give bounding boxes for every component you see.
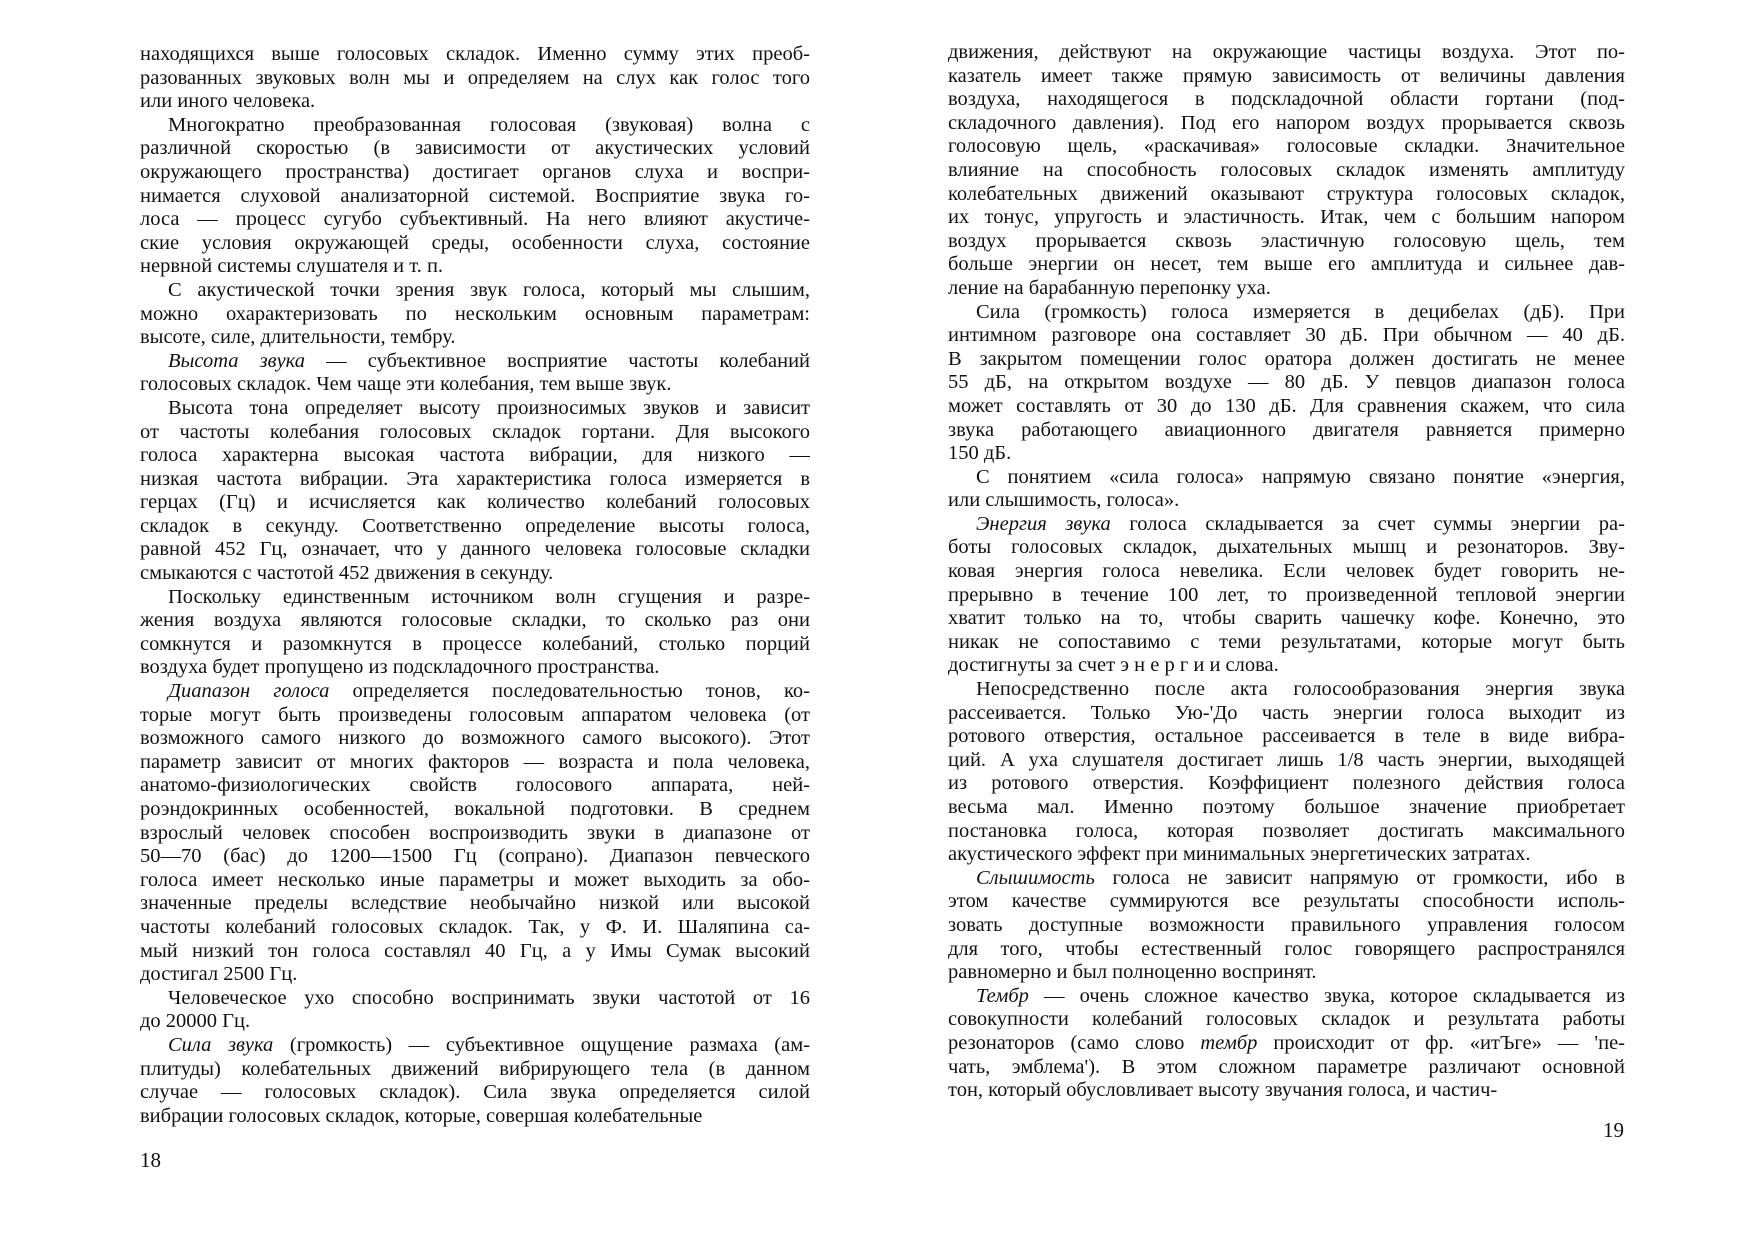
text-line: [948, 324, 1625, 348]
italic-term: Тембр: [976, 984, 1029, 1007]
text-line: [140, 1081, 810, 1105]
text-line: [140, 326, 810, 350]
text-segment: высоте, силе, длительности, тембру.: [140, 326, 456, 349]
text-segment: достигнуты за счет э н е р г и и слова.: [948, 654, 1279, 677]
text-segment: 50—70 (бас) до 1200—1500 Гц (сопрано). Диапазон певческого: [140, 845, 810, 868]
text-segment: — очень сложное качество звука, которое складывается из: [1028, 984, 1625, 1007]
text-line: [140, 255, 810, 279]
text-line: [140, 161, 810, 185]
text-line: [948, 1056, 1625, 1080]
text-segment: прерывно в течение 100 лет, то произведенной тепловой энергии: [948, 583, 1625, 606]
text-line: [140, 67, 810, 91]
text-segment: воздуха, находящегося в подскладочной области гортани (под-: [948, 88, 1625, 111]
text-segment: этом качестве суммируются все результаты способности исполь-: [948, 890, 1625, 913]
right-page-text: [948, 41, 1625, 1103]
text-segment: частоты колебаний голосовых складок. Так, у Ф. И. Шаляпина са-: [140, 915, 810, 938]
text-line: [140, 43, 810, 67]
text-segment: — субъективное восприятие частоты колебаний: [305, 349, 810, 372]
italic-term: тембр: [1200, 1031, 1258, 1054]
text-line: [140, 373, 810, 397]
text-line: [140, 704, 810, 728]
text-segment: Многократно преобразованная голосовая (звуковая) волна с: [168, 113, 810, 136]
text-line: [948, 749, 1625, 773]
text-segment: анатомо-физиологических свойств голосового аппарата, ней-: [140, 774, 810, 797]
text-segment: вибрации голосовых складок, которые, совершая колебательные: [140, 1104, 703, 1127]
text-segment: движения, действуют на окружающие частицы воздуха. Этот по-: [948, 41, 1625, 63]
text-segment: их тонус, упругость и эластичность. Итак, чем с большим напором: [948, 206, 1625, 229]
text-line: [948, 371, 1625, 395]
text-segment: может составлять от 30 до 130 дБ. Для сравнения скажем, что сила: [948, 394, 1625, 417]
text-segment: ковая энергия голоса невелика. Если человек будет говорить не-: [948, 560, 1625, 583]
text-segment: сомкнутся и разомкнутся в процессе колебаний, столько порций: [140, 632, 810, 655]
text-segment: равномерно и был полноценно воспринят.: [948, 961, 1317, 984]
text-segment: плитуды) колебательных движений вибрирующего тела (в данном: [140, 1057, 810, 1080]
text-line: [948, 1032, 1625, 1056]
text-segment: интимном разговоре она составляет 30 дБ. При обычном — 40 дБ.: [948, 324, 1625, 347]
text-line: [948, 914, 1625, 938]
text-segment: герцах (Гц) и исчисляется как количество колебаний голосовых: [140, 491, 810, 514]
text-line: [948, 796, 1625, 820]
text-line: [140, 798, 810, 822]
text-segment: голосовую щель, «раскачивая» голосовые складки. Значительное: [948, 135, 1625, 158]
text-line: [140, 727, 810, 751]
text-line: [948, 41, 1625, 65]
text-segment: воздух прорывается сквозь эластичную голосовую щель, тем: [948, 229, 1625, 252]
text-line: [948, 183, 1625, 207]
text-line: [140, 208, 810, 232]
text-line: [948, 890, 1625, 914]
text-line: [948, 938, 1625, 962]
text-line: [948, 395, 1625, 419]
text-line: [140, 232, 810, 256]
text-line: [948, 1008, 1625, 1032]
text-segment: Сила (громкость) голоса измеряется в децибелах (дБ). При: [976, 300, 1625, 323]
text-line: [140, 1058, 810, 1082]
text-line: [948, 654, 1625, 678]
text-segment: голоса складывается за счет суммы энергии ра-: [1110, 512, 1625, 535]
text-segment: смыкаются с частотой 452 движения в секунду.: [140, 562, 554, 585]
text-line: [948, 843, 1625, 867]
text-segment: казатель имеет также прямую зависимость от величины давления: [948, 64, 1625, 87]
text-line: [948, 65, 1625, 89]
text-line: [948, 867, 1625, 891]
text-line: [948, 489, 1625, 513]
text-segment: весьма мал. Именно поэтому большое значение приобретает: [948, 796, 1625, 818]
text-segment: зовать доступные возможности правильного управления голосом: [948, 913, 1625, 936]
text-segment: для того, чтобы естественный голос говорящего распространялся: [948, 937, 1625, 960]
text-line: [948, 206, 1625, 230]
text-line: [140, 656, 810, 680]
text-line: [140, 137, 810, 161]
text-segment: торые могут быть произведены голосовым аппаратом человека (от: [140, 703, 810, 726]
italic-term: Сила звука: [168, 1033, 274, 1056]
text-segment: (громкость) — субъективное ощущение размаха (ам-: [273, 1033, 810, 1056]
text-line: [948, 678, 1625, 702]
text-line: [948, 135, 1625, 159]
text-segment: С понятием «сила голоса» напрямую связано понятие «энергия,: [976, 465, 1625, 488]
text-line: [948, 631, 1625, 655]
text-line: [948, 88, 1625, 112]
text-line: [140, 114, 810, 138]
text-segment: акустического эффект при минимальных энергетических затратах.: [948, 843, 1531, 866]
text-segment: до 20000 Гц.: [140, 1010, 251, 1033]
page-number-left: 18: [140, 1148, 161, 1172]
text-line: [140, 515, 810, 539]
text-line: [140, 468, 810, 492]
text-segment: постановка голоса, которая позволяет достигать максимального: [948, 819, 1625, 842]
page-number-right: 19: [1603, 1118, 1624, 1142]
text-segment: никак не сопоставимо с теми результатами, которые могут быть: [948, 630, 1625, 653]
text-segment: или иного человека.: [140, 90, 316, 113]
text-segment: различной скоростью (в зависимости от акустических условий: [140, 137, 810, 160]
text-segment: С акустической точки зрения звук голоса, который мы слышим,: [168, 278, 810, 301]
text-segment: рассеивается. Только Ую-'До часть энергии голоса выходит из: [948, 701, 1625, 724]
text-segment: разованных звуковых волн мы и определяем на слух как голос того: [140, 66, 810, 89]
text-segment: складок в секунду. Соответственно определение высоты голоса,: [140, 514, 810, 537]
text-segment: из ротового отверстия. Коэффициент полезного действия голоса: [948, 772, 1625, 795]
text-line: [140, 90, 810, 114]
text-line: [948, 112, 1625, 136]
text-segment: определяется последовательностью тонов, ко-: [329, 680, 810, 703]
italic-term: Высота звука: [168, 349, 305, 372]
text-line: [948, 230, 1625, 254]
text-segment: 150 дБ.: [948, 442, 1012, 465]
text-line: [140, 350, 810, 374]
text-segment: резонаторов (само слово: [948, 1031, 1201, 1054]
text-line: [948, 253, 1625, 277]
text-line: [948, 560, 1625, 584]
text-line: [140, 1010, 810, 1034]
text-segment: больше энергии он несет, тем выше его амплитуда и сильнее дав-: [948, 253, 1625, 276]
text-line: [948, 772, 1625, 796]
text-line: [948, 702, 1625, 726]
text-segment: значенные пределы вследствие необычайно низкой или высокой: [140, 892, 810, 915]
text-line: [140, 303, 810, 327]
text-line: [948, 419, 1625, 443]
text-line: [948, 584, 1625, 608]
text-segment: ротового отверстия, остальное рассеивается в теле в виде вибра-: [948, 725, 1625, 748]
text-line: [140, 609, 810, 633]
text-segment: чать, эмблема'). В этом сложном параметре различают основной: [948, 1055, 1625, 1078]
text-line: [948, 442, 1625, 466]
text-segment: Непосредственно после акта голосообразования энергия звука: [976, 678, 1625, 701]
text-line: [948, 513, 1625, 537]
text-line: [948, 536, 1625, 560]
text-line: [140, 397, 810, 421]
text-segment: происходит от фр. «итЪге» — 'пе-: [1257, 1031, 1625, 1054]
text-segment: ций. А уха слушателя достигает лишь 1/8 часть энергии, выходящей: [948, 748, 1625, 771]
text-line: [140, 562, 810, 586]
text-segment: взрослый человек способен воспроизводить звуки в диапазоне от: [140, 821, 810, 844]
text-segment: случае — голосовых складок). Сила звука определяется силой: [140, 1081, 810, 1104]
text-line: [140, 940, 810, 964]
text-segment: голоса не зависит напрямую от громкости, ибо в: [1094, 866, 1625, 889]
text-segment: 55 дБ, на открытом воздухе — 80 дБ. У певцов диапазон голоса: [948, 371, 1625, 394]
text-segment: Поскольку единственным источником волн сгущения и разре-: [168, 585, 810, 608]
text-segment: возможного самого низкого до возможного самого высокого). Этот: [140, 727, 810, 750]
text-segment: боты голосовых складок, дыхательных мышц и резонаторов. Зву-: [948, 536, 1625, 559]
text-segment: достигал 2500 Гц.: [140, 963, 298, 986]
text-line: [140, 869, 810, 893]
text-line: [140, 444, 810, 468]
text-segment: ские условия окружающей среды, особенности слуха, состояние: [140, 231, 810, 254]
text-segment: окружающего пространства) достигает органов слуха и воспри-: [140, 160, 810, 183]
text-line: [140, 987, 810, 1011]
text-segment: находящихся выше голосовых складок. Именно сумму этих преоб-: [140, 43, 810, 65]
text-segment: нервной системы слушателя и т. п.: [140, 255, 444, 278]
text-segment: мый низкий тон голоса составлял 40 Гц, а у Имы Сумак высокий: [140, 939, 810, 962]
text-line: [140, 421, 810, 445]
text-segment: лоса — процесс сугубо субъективный. На него влияют акустиче-: [140, 208, 810, 231]
left-page-text: [140, 43, 810, 1128]
text-segment: можно охарактеризовать по нескольким основным параметрам:: [140, 302, 810, 325]
text-segment: низкая частота вибрации. Эта характеристика голоса измеряется в: [140, 467, 810, 490]
text-segment: роэндокринных особенностей, вокальной подготовки. В среднем: [140, 798, 810, 820]
text-line: [140, 633, 810, 657]
text-segment: Высота тона определяет высоту произносимых звуков и зависит: [168, 396, 810, 419]
text-line: [948, 348, 1625, 372]
text-line: [948, 985, 1625, 1009]
text-line: [140, 892, 810, 916]
text-segment: воздуха будет пропущено из подскладочного пространства.: [140, 656, 660, 679]
text-line: [140, 185, 810, 209]
text-segment: складочного давления). Под его напором воздух прорывается сквозь: [948, 111, 1625, 134]
text-line: [140, 845, 810, 869]
text-segment: нимается слуховой анализаторной системой. Восприятие звука го-: [140, 184, 810, 207]
text-line: [140, 1034, 810, 1058]
text-line: [948, 301, 1625, 325]
text-line: [948, 277, 1625, 301]
text-segment: звука работающего авиационного двигателя равняется примерно: [948, 418, 1625, 441]
text-line: [140, 1105, 810, 1129]
text-segment: ление на барабанную перепонку уха.: [948, 276, 1271, 299]
text-line: [140, 279, 810, 303]
text-segment: хватит только на то, чтобы сварить чашечку кофе. Конечно, это: [948, 607, 1625, 630]
text-segment: равной 452 Гц, означает, что у данного человека голосовые складки: [140, 538, 810, 561]
text-line: [948, 820, 1625, 844]
italic-term: Диапазон голоса: [168, 680, 330, 703]
italic-term: Энергия звука: [976, 512, 1111, 535]
italic-term: Слышимость: [976, 866, 1095, 889]
text-line: [948, 1079, 1625, 1103]
text-segment: голоса характерна высокая частота вибрации, для низкого —: [140, 444, 810, 467]
text-segment: В закрытом помещении голос оратора должен достигать не менее: [948, 347, 1625, 370]
text-line: [140, 491, 810, 515]
text-line: [140, 538, 810, 562]
text-segment: влияние на способность голосовых складок изменять амплитуду: [948, 158, 1625, 181]
text-segment: от частоты колебания голосовых складок гортани. Для высокого: [140, 420, 810, 443]
text-line: [948, 159, 1625, 183]
text-segment: голосовых складок. Чем чаще эти колебания, тем выше звук.: [140, 373, 672, 396]
text-line: [140, 916, 810, 940]
text-segment: совокупности колебаний голосовых складок и результата работы: [948, 1008, 1625, 1031]
text-line: [140, 822, 810, 846]
text-line: [140, 963, 810, 987]
text-segment: тон, который обусловливает высоту звучания голоса, и частич-: [948, 1079, 1498, 1102]
text-line: [140, 586, 810, 610]
text-segment: или слышимость, голоса».: [948, 489, 1180, 512]
text-line: [948, 725, 1625, 749]
text-line: [948, 961, 1625, 985]
text-segment: Человеческое ухо способно воспринимать звуки частотой от 16: [168, 986, 810, 1009]
text-line: [140, 680, 810, 704]
text-line: [948, 466, 1625, 490]
text-line: [140, 774, 810, 798]
text-line: [948, 607, 1625, 631]
text-segment: голоса имеет несколько иные параметры и может выходить за обо-: [140, 868, 810, 891]
text-segment: колебательных движений оказывают структура голосовых складок,: [948, 182, 1625, 205]
text-segment: параметр зависит от многих факторов — возраста и пола человека,: [140, 750, 810, 773]
text-segment: жения воздуха являются голосовые складки, то сколько раз они: [140, 609, 810, 632]
text-line: [140, 751, 810, 775]
